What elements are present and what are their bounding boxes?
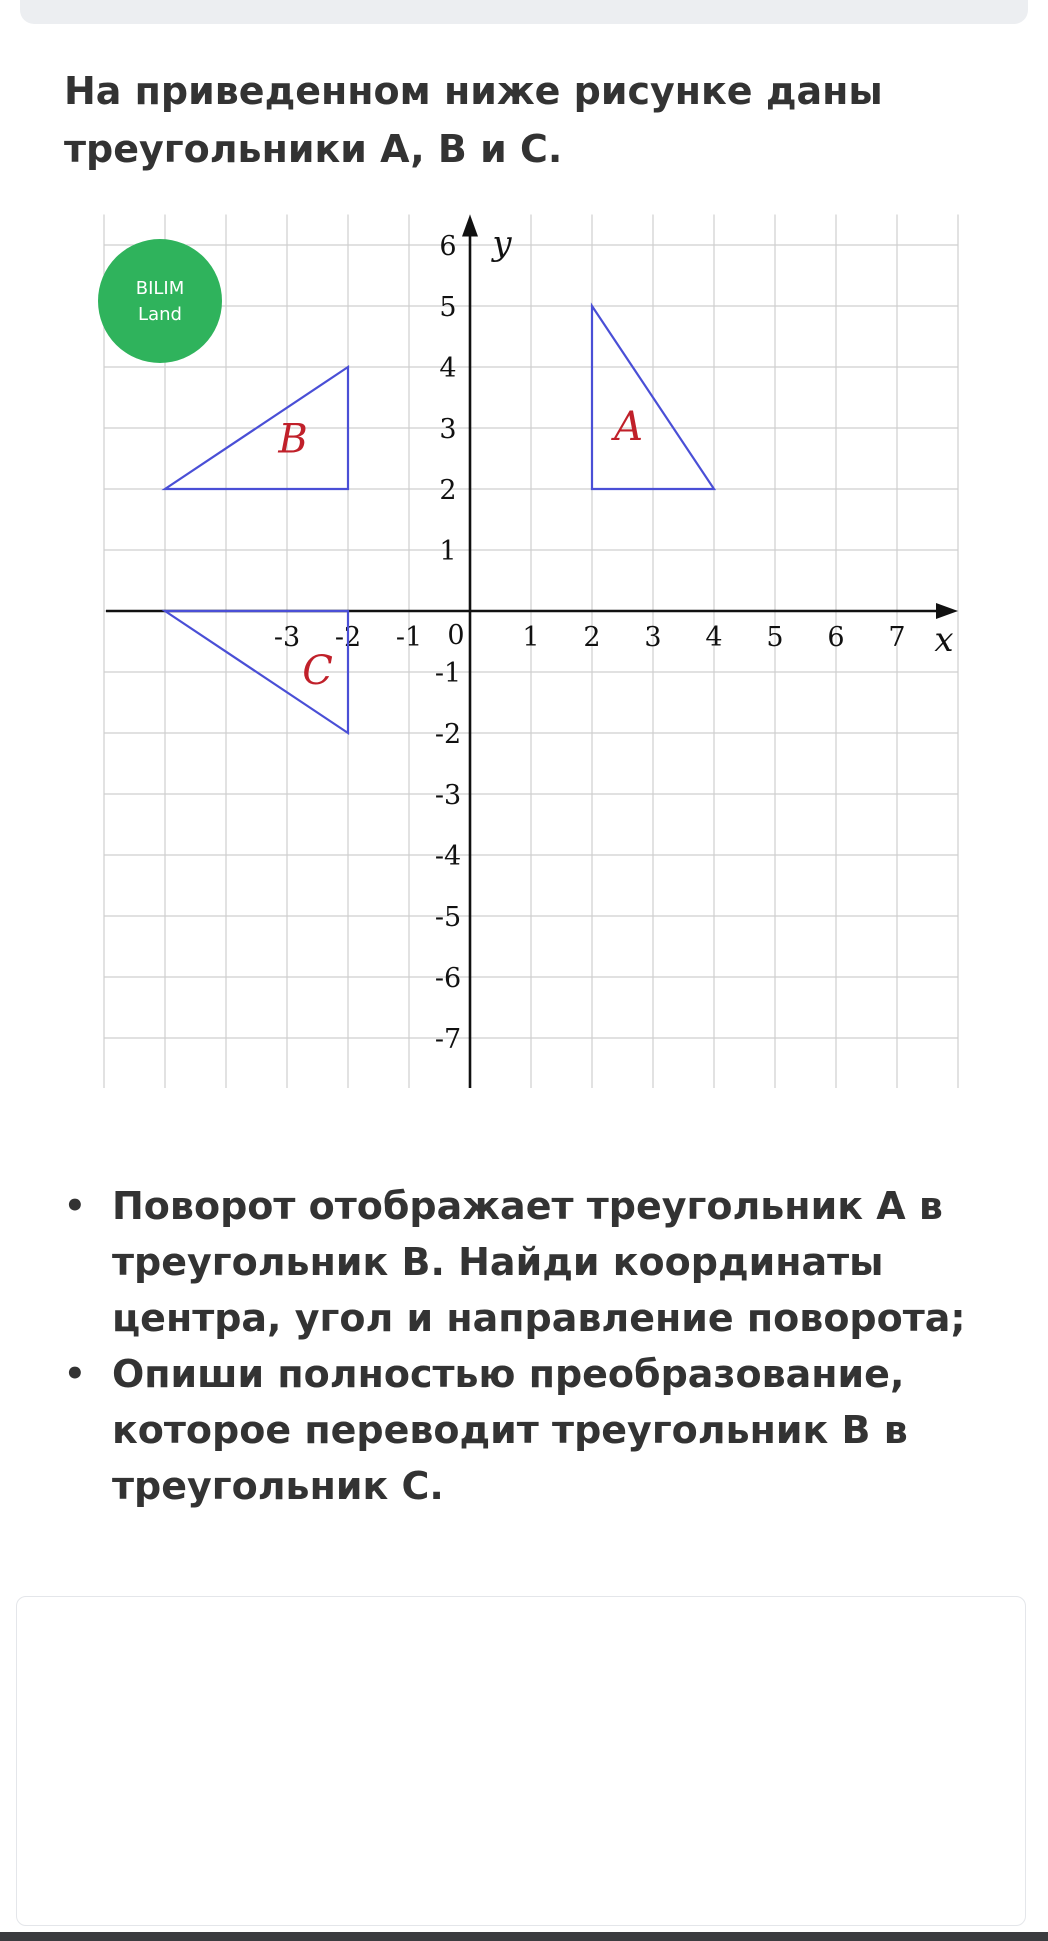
y-tick-label: 6 [439,231,457,262]
y-axis-label: y [492,223,512,264]
y-tick-label: 2 [439,475,457,506]
x-tick-label: 3 [644,622,662,653]
x-axis-arrow-icon [936,603,958,619]
answer-input-area[interactable] [16,1596,1026,1926]
logo-circle-icon [98,239,222,363]
logo-text-line1: BILIM [135,278,185,299]
bilimland-logo [98,239,222,363]
y-tick-label: -5 [434,902,462,933]
y-axis-arrow-icon [462,215,478,237]
bottom-bar [0,1932,1048,1941]
task-list [60,1178,1000,1514]
y-tick-label: 3 [439,414,457,445]
top-bar [20,0,1028,24]
y-tick-label: -6 [434,963,462,994]
y-tick-label: 4 [439,353,457,384]
tick-labels [274,224,954,1056]
x-tick-label: -2 [334,622,362,653]
task-text: Опиши полностью преобразование, которое переводит треугольник B в треугольник C. [112,1352,908,1508]
question-text: На приведенном ниже рисунке даны треугольники A, B и C. [64,69,883,171]
x-tick-label: -3 [273,622,301,653]
x-tick-label: 2 [583,622,601,653]
x-tick-label: -1 [395,622,423,653]
triangle-label-c: C [302,648,333,695]
x-tick-label: 1 [522,622,540,653]
coordinate-plane [98,208,978,1088]
y-tick-label: -3 [434,780,462,811]
y-tick-label: -4 [434,841,462,872]
triangle-label-b: B [278,416,308,463]
origin-label: 0 [447,620,465,651]
y-tick-label: -2 [434,719,462,750]
bullet-icon: • [64,1354,86,1394]
y-tick-label: -7 [434,1024,462,1055]
y-tick-label: -1 [434,658,462,689]
triangle-label-a: A [614,404,644,451]
coordinate-figure [98,208,978,1088]
x-tick-label: 6 [827,622,845,653]
logo-text-line2: Land [138,304,182,325]
task-text: Поворот отображает треугольник A в треугольник B. Найди координаты центра, угол и направление поворота; [112,1184,966,1340]
y-tick-label: 1 [439,536,457,567]
task-item-rotation [60,1178,1000,1346]
task-item-transformation [60,1346,1000,1514]
x-axis-label: x [934,620,954,660]
y-tick-label: 5 [439,292,457,323]
x-tick-label: 4 [705,622,723,653]
x-tick-label: 7 [888,622,906,653]
bullet-icon: • [64,1186,86,1226]
x-tick-label: 5 [766,622,784,653]
